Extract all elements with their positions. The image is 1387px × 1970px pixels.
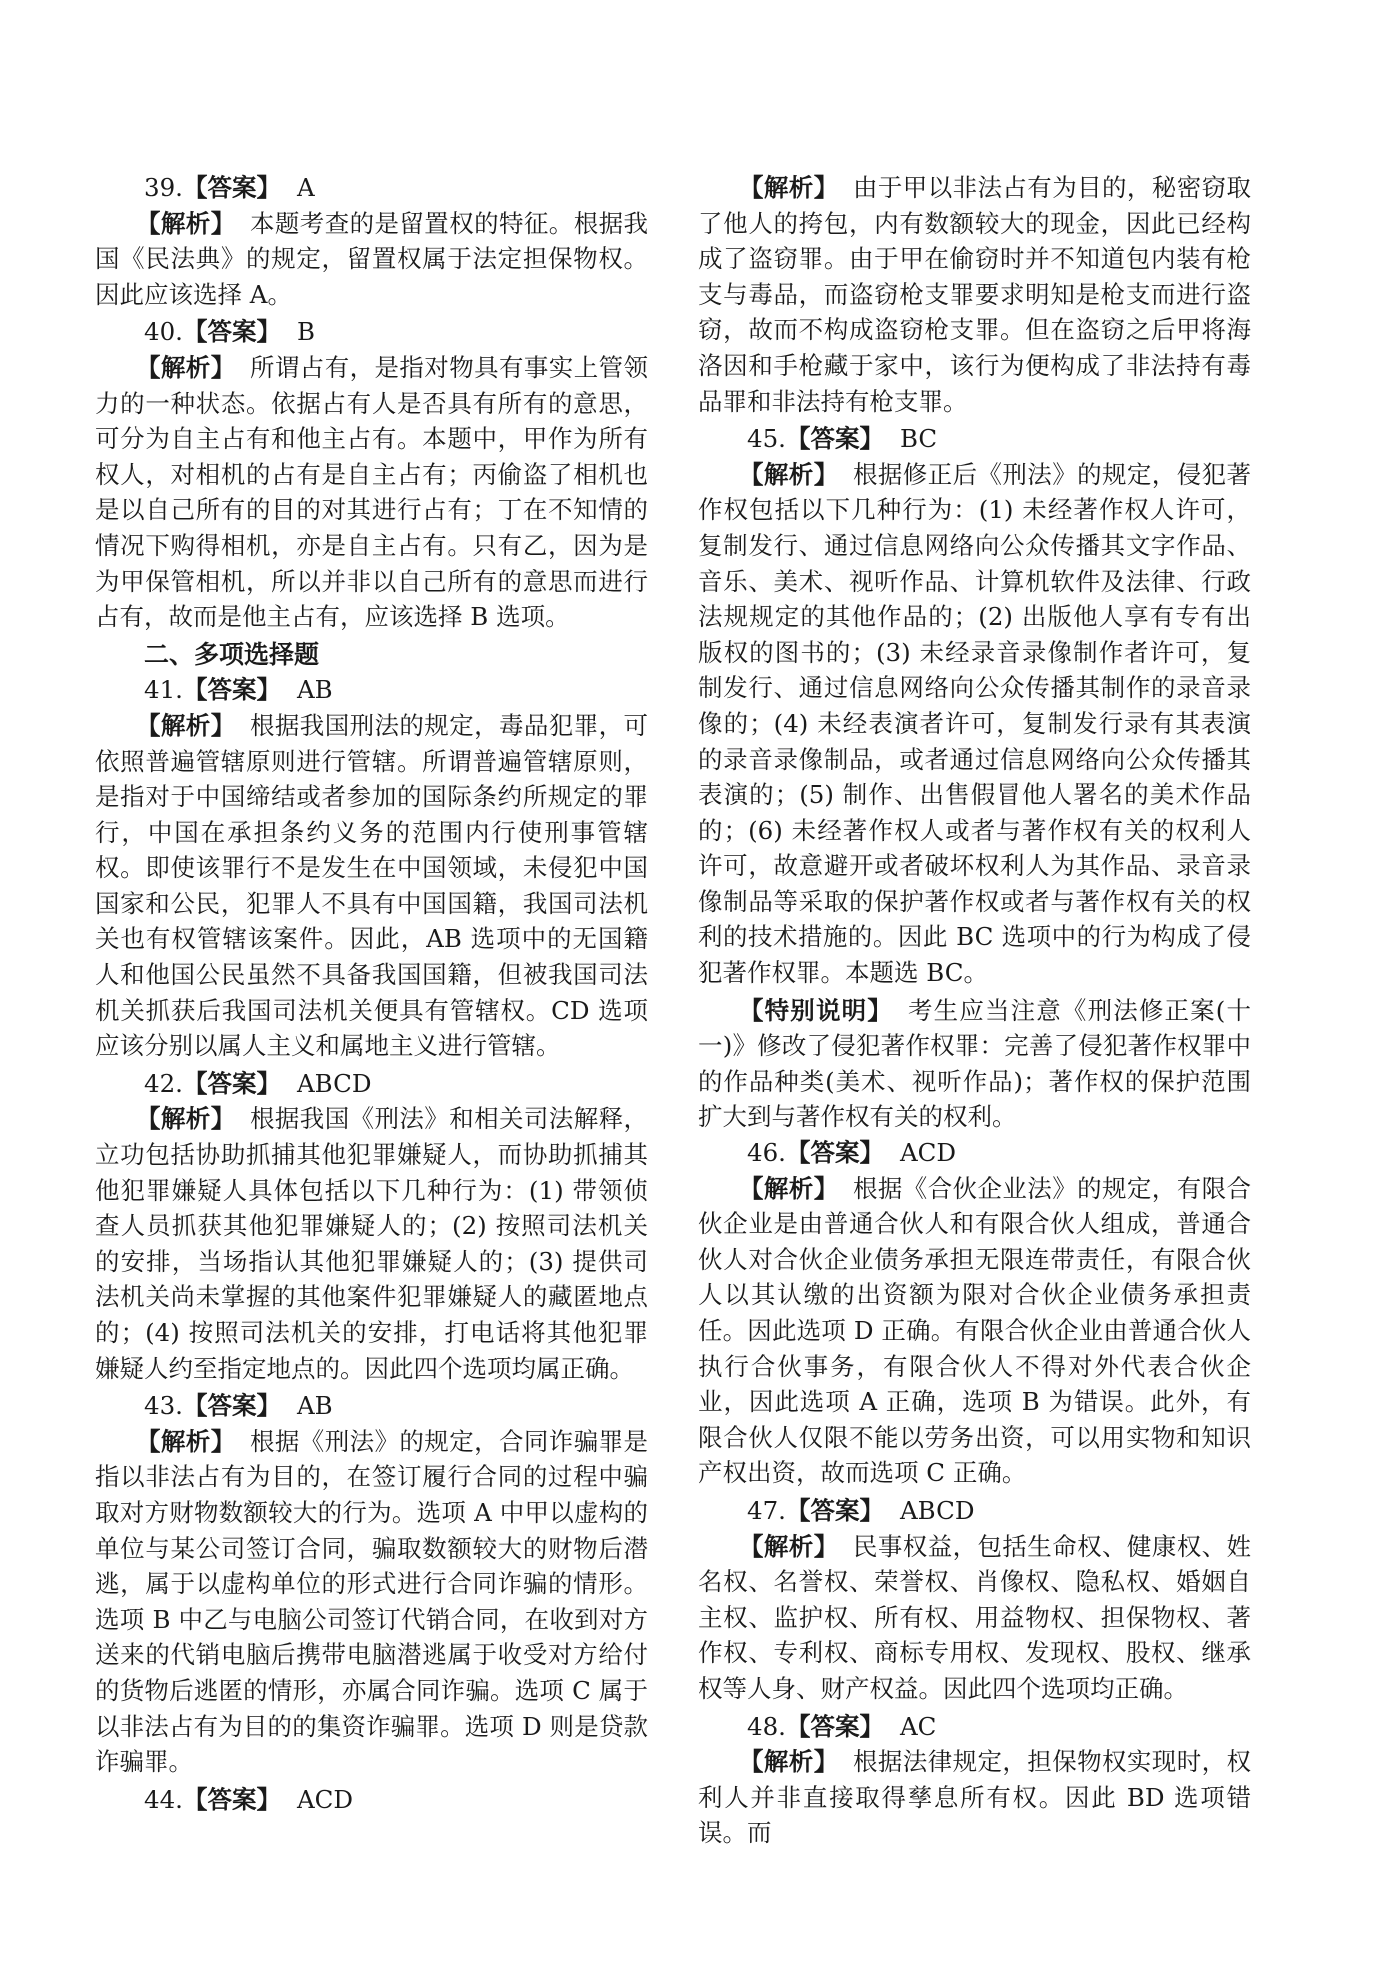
answer-45: 45.【答案】 BC [747,424,938,454]
analysis-43: 【解析】 根据《刑法》的规定，合同诈骗罪是指以非法占有为目的，在签订履行合同的过程中骗取对方财物数额较大的行为。选项 A 中甲以虚构的单位与某公司签订合同，骗取数额较大的财物后潜逃，属于以虚构单位的形式进行合同诈骗的情形。选项 B 中乙与电脑公司签订代销合同，在收到对方送来的代销电脑后携带电脑潜逃属于收受对方给付的货物后逃匿的情形，亦属合同诈骗。选项 C 属于以非法占有为目的的集资诈骗罪。选项 D 则是贷款诈骗罪。 [95,1426,649,1777]
answer-46: 46.【答案】 ACD [747,1138,957,1168]
answer-42: 42.【答案】 ABCD [144,1068,372,1098]
analysis-44: 【解析】 由于甲以非法占有为目的，秘密窃取了他人的挎包，内有数额较大的现金，因此已经构成了盗窃罪。由于甲在偷窃时并不知道包内装有枪支与毒品，而盗窃枪支罪要求明知是枪支而进行盗窃，故而不构成盗窃枪支罪。但在盗窃之后甲将海洛因和手枪藏于家中，该行为便构成了非法持有毒品罪和非法持有枪支罪。 [698,173,1252,416]
answer-48: 48.【答案】 AC [747,1711,937,1741]
section-title: 二、多项选择题 [144,639,320,669]
right-column [698,170,1251,1853]
analysis-41: 【解析】 根据我国刑法的规定，毒品犯罪，可依照普遍管辖原则进行管辖。所谓普遍管辖原则，是指对于中国缔结或者参加的国际条约所规定的罪行，中国在承担条约义务的范围内行使刑事管辖权。即使该罪行不是发生在中国领域，未侵犯中国国家和公民，犯罪人不具有中国国籍，我国司法机关也有权管辖该案件。因此，AB 选项中的无国籍人和他国公民虽然不具备我国国籍，但被我国司法机关抓获后我国司法机关便具有管辖权。CD 选项应该分别以属人主义和属地主义进行管辖。 [95,710,649,1061]
analysis-42: 【解析】 根据我国《刑法》和相关司法解释，立功包括协助抓捕其他犯罪嫌疑人，而协助抓捕其他犯罪嫌疑人具体包括以下几种行为：(1) 带领侦查人员抓获其他犯罪嫌疑人的；(2) 按照司法机关的安排，当场指认其他犯罪嫌疑人的；(3) 提供司法机关尚未掌握的其他案件犯罪嫌疑人的藏匿地点的；(4) 按照司法机关的安排，打电话将其他犯罪嫌疑人约至指定地点的。因此四个选项均属正确。 [95,1104,649,1383]
analysis-46: 【解析】 根据《合伙企业法》的规定，有限合伙企业是由普通合伙人和有限合伙人组成，普通合伙人对合伙企业债务承担无限连带责任，有限合伙人以其认缴的出资额为限对合伙企业债务承担责任。因此选项 D 正确。有限合伙企业由普通合伙人执行合伙事务，有限合伙人不得对外代表合伙企业，因此选项 A 正确，选项 B 为错误。此外，有限合伙人仅限不能以劳务出资，可以用实物和知识产权出资，故而选项 C 正确。 [698,1173,1252,1488]
special-note-45: 【特别说明】 考生应当注意《刑法修正案(十一)》修改了侵犯著作权罪：完善了侵犯著作权罪中的作品种类(美术、视听作品)；著作权的保护范围扩大到与著作权有关的权利。 [698,995,1252,1132]
analysis-39: 【解析】 本题考查的是留置权的特征。根据我国《民法典》的规定，留置权属于法定担保物权。因此应该选择 A。 [95,208,649,309]
answer-44: 44.【答案】 ACD [144,1784,354,1814]
answer-39: 39.【答案】 A [144,173,315,202]
answer-43: 43.【答案】 AB [144,1391,333,1421]
answer-40: 40.【答案】 B [144,317,315,347]
analysis-47: 【解析】 民事权益，包括生命权、健康权、姓名权、名誉权、荣誉权、肖像权、隐私权、婚姻自主权、监护权、所有权、用益物权、担保物权、著作权、专利权、商标专用权、发现权、股权、继承权等人身、财产权益。因此四个选项均正确。 [698,1531,1252,1703]
analysis-45: 【解析】 根据修正后《刑法》的规定，侵犯著作权包括以下几种行为：(1) 未经著作权人许可，复制发行、通过信息网络向公众传播其文字作品、音乐、美术、视听作品、计算机软件及法律、行政法规规定的其他作品的；(2) 出版他人享有专有出版权的图书的；(3) 未经录音录像制作者许可，复制发行、通过信息网络向公众传播其制作的录音录像的；(4) 未经表演者许可，复制发行录有其表演的录音录像制品，或者通过信息网络向公众传播其表演的；(5) 制作、出售假冒他人署名的美术作品的；(6) 未经著作权人或者与著作权有关的权利人许可，故意避开或者破坏权利人为其作品、录音录像制品等采取的保护著作权或者与著作权有关的权利的技术措施的。因此 BC 选项中的行为构成了侵犯著作权罪。本题选 BC。 [698,459,1252,988]
left-column [95,170,648,1817]
answer-41: 41.【答案】 AB [144,675,333,705]
answer-47: 47.【答案】 ABCD [747,1495,975,1525]
analysis-48: 【解析】 根据法律规定，担保物权实现时，权利人并非直接取得孳息所有权。因此 BD 选项错误。而 [698,1747,1252,1848]
analysis-40: 【解析】 所谓占有，是指对物具有事实上管领力的一种状态。依据占有人是否具有所有的意思，可分为自主占有和他主占有。本题中，甲作为所有权人，对相机的占有是自主占有；丙偷盗了相机也是以自己所有的目的对其进行占有；丁在不知情的情况下购得相机，亦是自主占有。只有乙，因为是为甲保管相机，所以并非以自己所有的意思而进行占有，故而是他主占有，应该选择 B 选项。 [95,352,649,632]
